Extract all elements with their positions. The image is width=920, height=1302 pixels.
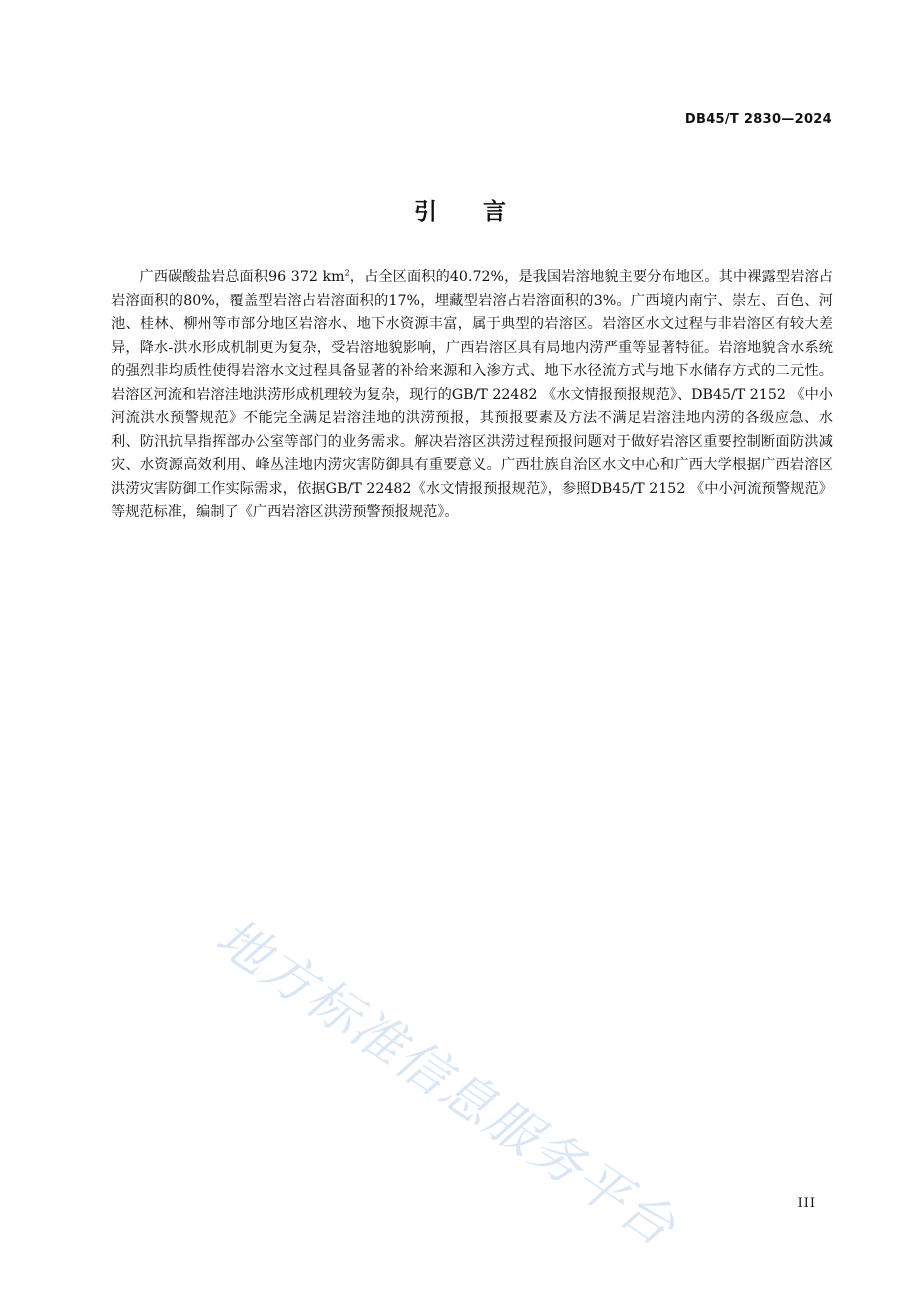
area-unit-superscript: 2 xyxy=(344,268,350,278)
watermark: 地方标准信息服务平台 xyxy=(205,907,687,1259)
page-title-char-1: 引 xyxy=(414,199,437,225)
paragraph-text-start: 广西碳酸盐岩总面积96 372 km xyxy=(139,269,345,285)
page-number: III xyxy=(797,1196,816,1211)
paragraph-text-rest: ，占全区面积的40.72%，是我国岩溶地貌主要分布地区。其中裸露型岩溶占岩溶面积的80%，覆盖型岩溶占岩溶面积的17%，埋藏型岩溶占岩溶面积的3%。广西境内南宁、崇左、百色、河池、桂林、柳州等市部分地区岩溶水、地下水资源丰富，属于典型的岩溶区。岩溶区水文过程与非岩溶区有较大差异，降水-洪水形成机制更为复杂，受岩溶地貌影响，广西岩溶区具有局地内涝严重等显著特征。岩溶地貌含水系统的强烈非均质性使得岩溶水文过程具备显著的补给来源和入渗方式、地下水径流方式与地下水储存方式的二元性。岩溶区河流和岩溶洼地洪涝形成机理较为复杂，现行的GB/T 22482 《水文情报预报规范》、DB45/T 2152 《中小河流洪水预警规范》不能完全满足岩溶洼地的洪涝预报，其预报要素及方法不满足岩溶洼地内涝的各级应急、水利、防汛抗旱指挥部办公室等部门的业务需求。解决岩溶区洪涝过程预报问题对于做好岩溶区重要控制断面防洪减灾、水资源高效利用、峰丛洼地内涝灾害防御具有重要意义。广西壮族自治区水文中心和广西大学根据广西岩溶区洪涝灾害防御工作实际需求，依据GB/T 22482《水文情报预报规范》，参照DB45/T 2152 《中小河流预警规范》等规范标准，编制了《广西岩溶区洪涝预警预报规范》。 xyxy=(111,269,833,520)
introduction-paragraph xyxy=(111,266,833,525)
page-title xyxy=(0,193,920,226)
document-code: DB45/T 2830—2024 xyxy=(684,112,832,127)
page-title-char-2: 言 xyxy=(483,199,506,225)
